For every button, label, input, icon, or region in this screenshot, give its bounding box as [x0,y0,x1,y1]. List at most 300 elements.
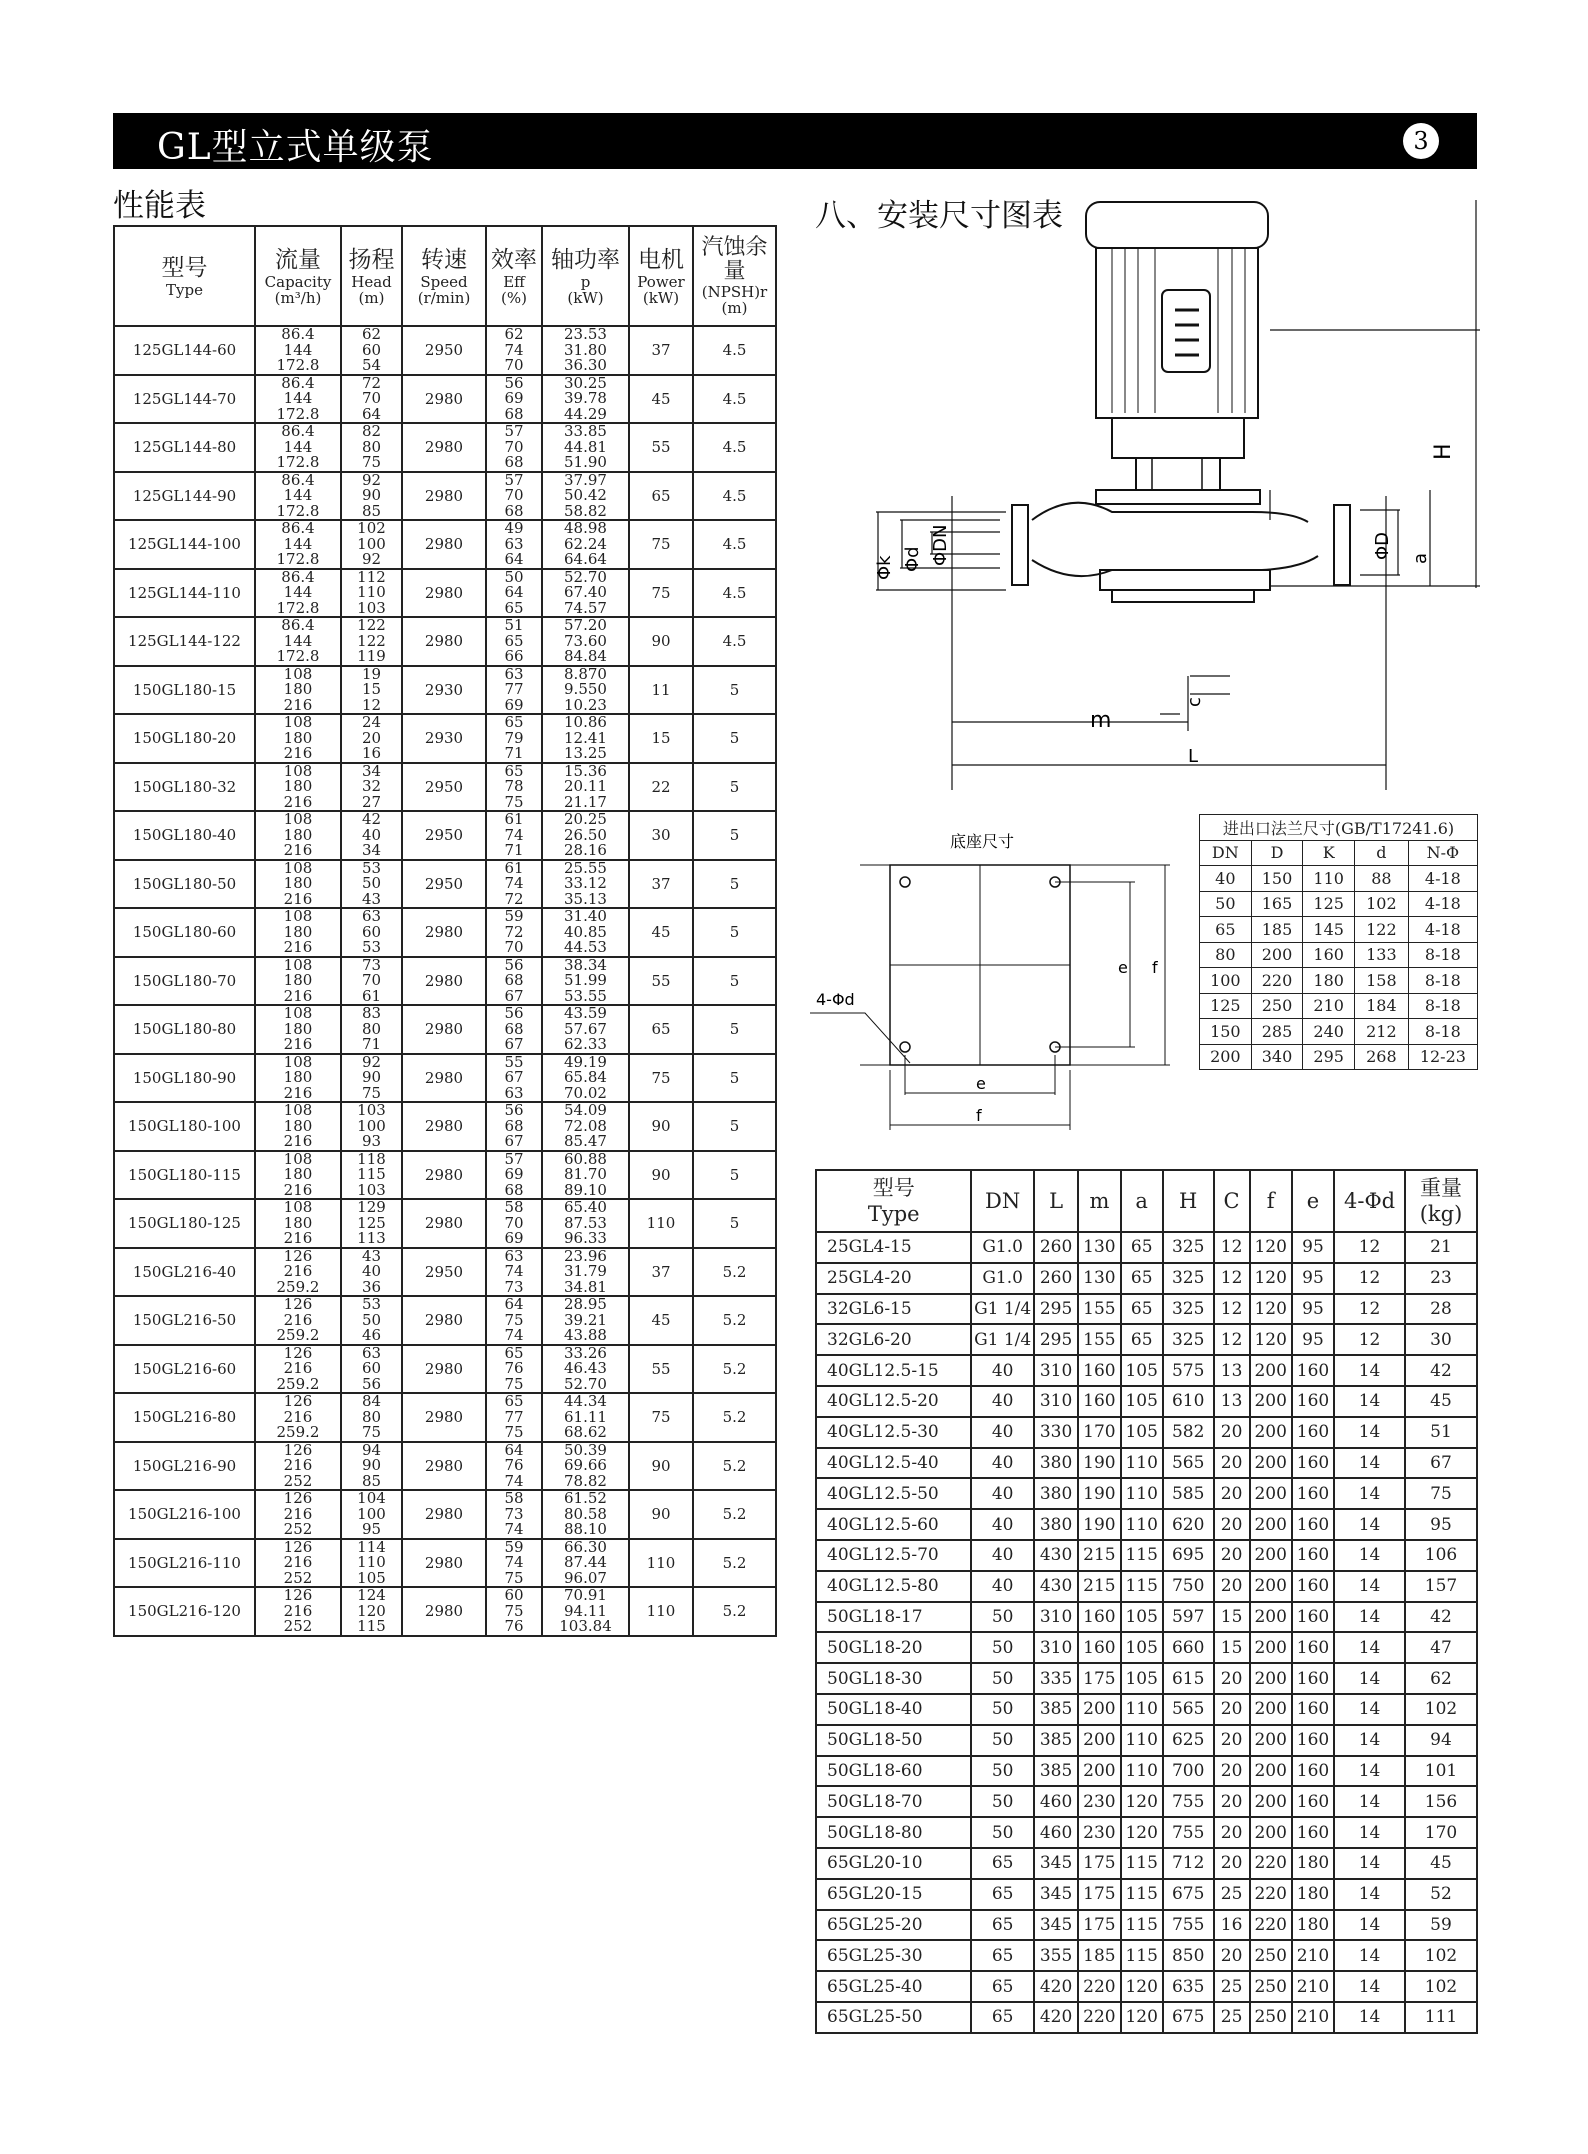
dims-cell: 105 [1121,1663,1163,1694]
dims-cell: 250 [1250,1940,1292,1971]
flange-header-cell: d [1355,840,1409,866]
dims-cell: 625 [1163,1725,1214,1756]
dims-cell: 14 [1334,1910,1405,1941]
dims-cell: 160 [1078,1386,1120,1417]
dim-label-H: H [1431,443,1456,460]
dims-cell: 13 [1214,1355,1250,1386]
perf-cell: 64 76 74 [486,1442,542,1491]
perf-row [114,520,776,569]
perf-cell: 64 75 74 [486,1296,542,1345]
flange-row [1200,1044,1478,1070]
dims-cell: 660 [1163,1632,1214,1663]
dims-cell: 220 [1250,1910,1292,1941]
dims-cell: 345 [1034,1879,1078,1910]
perf-cell: 150GL180-115 [114,1151,255,1200]
perf-cell: 65 [629,472,693,521]
flange-cell: 200 [1200,1044,1252,1070]
dims-cell: 50 [971,1786,1033,1817]
perf-cell: 65 77 75 [486,1393,542,1442]
inlet-flange [1012,505,1028,585]
perf-cell: 5 [693,1199,776,1248]
dims-cell: 95 [1292,1324,1334,1355]
dims-row [816,1602,1477,1633]
perf-cell: 2980 [402,617,486,666]
dims-header-cell: L [1034,1170,1078,1232]
perf-cell: 86.4 144 172.8 [255,326,341,375]
perf-cell: 58 70 69 [486,1199,542,1248]
perf-cell: 150GL180-70 [114,957,255,1006]
dims-cell: 20 [1214,1694,1250,1725]
flange-cell: 40 [1200,866,1252,892]
dims-cell: 200 [1250,1632,1292,1663]
flange-cell: 65 [1200,917,1252,943]
perf-cell: 2980 [402,1345,486,1394]
dims-cell: 25 [1214,1971,1250,2002]
flange-row [1200,866,1478,892]
perf-cell: 102 100 92 [341,520,402,569]
perf-cell: 112 110 103 [341,569,402,618]
dims-cell: 175 [1078,1663,1120,1694]
dims-row [816,1540,1477,1571]
dims-row [816,1263,1477,1294]
perf-cell: 15.36 20.11 21.17 [542,763,629,812]
dims-cell: 385 [1034,1694,1078,1725]
dims-cell: 65GL25-50 [816,2002,971,2033]
dimension-lines [876,200,1480,790]
dims-cell: 260 [1034,1263,1078,1294]
perf-row [114,1054,776,1103]
dims-cell: 20 [1214,1940,1250,1971]
dims-cell: 120 [1250,1263,1292,1294]
perf-cell: 4.5 [693,375,776,424]
perf-header-motor-power: 电机 Power (kW) [629,226,693,326]
dims-cell: 200 [1250,1448,1292,1479]
dims-cell: 200 [1078,1756,1120,1787]
motor-flange [1112,418,1244,458]
flange-cell: 145 [1303,917,1355,943]
base-label-f-horizontal: f [976,1106,982,1125]
perf-cell: 53 50 46 [341,1296,402,1345]
dims-cell: 40GL12.5-20 [816,1386,971,1417]
perf-cell: 126 216 252 [255,1539,341,1588]
dims-cell: 14 [1334,1848,1405,1879]
dims-cell: 95 [1292,1232,1334,1263]
perf-cell: 104 100 95 [341,1490,402,1539]
flange-cell: 160 [1303,942,1355,968]
dims-cell: 101 [1405,1756,1477,1787]
dims-cell: 380 [1034,1478,1078,1509]
pump-foot [1100,570,1270,590]
dims-cell: 65 [1121,1263,1163,1294]
perf-cell: 2950 [402,811,486,860]
flange-header-cell: DN [1200,840,1252,866]
dims-cell: 115 [1121,1540,1163,1571]
dims-cell: 14 [1334,1571,1405,1602]
dims-header-cell: f [1250,1170,1292,1232]
dims-cell: 14 [1334,1817,1405,1848]
perf-cell: 43.59 57.67 62.33 [542,1005,629,1054]
dim-label-c: c [1184,697,1205,707]
perf-cell: 38.34 51.99 53.55 [542,957,629,1006]
dims-row [816,1910,1477,1941]
dims-row [816,1725,1477,1756]
perf-cell: 150GL180-15 [114,666,255,715]
dims-cell: 15 [1214,1632,1250,1663]
dims-cell: 130 [1078,1232,1120,1263]
perf-cell: 55 [629,957,693,1006]
dims-cell: 155 [1078,1294,1120,1325]
dims-cell: 40 [971,1386,1033,1417]
dims-cell: 325 [1163,1232,1214,1263]
dims-row [816,1324,1477,1355]
perf-cell: 2950 [402,763,486,812]
perf-row [114,1490,776,1539]
dims-cell: 565 [1163,1448,1214,1479]
dims-cell: 106 [1405,1540,1477,1571]
perf-cell: 62 60 54 [341,326,402,375]
dims-cell: 14 [1334,1355,1405,1386]
dims-cell: 190 [1078,1478,1120,1509]
perf-cell: 2980 [402,423,486,472]
dims-cell: 40GL12.5-40 [816,1448,971,1479]
dims-cell: 110 [1121,1448,1163,1479]
dims-cell: 160 [1292,1417,1334,1448]
flange-cell: 8-18 [1408,1019,1477,1045]
dims-cell: 210 [1292,1971,1334,2002]
dims-cell: 20 [1214,1786,1250,1817]
flange-cell: 180 [1303,968,1355,994]
perf-cell: 37 [629,1248,693,1297]
perf-cell: 82 80 75 [341,423,402,472]
perf-header-speed: 转速 Speed (r/min) [402,226,486,326]
perf-cell: 108 180 216 [255,1199,341,1248]
dims-cell: 32GL6-20 [816,1324,971,1355]
dims-cell: 14 [1334,1386,1405,1417]
dims-cell: 755 [1163,1817,1214,1848]
perf-cell: 56 69 68 [486,375,542,424]
dims-row [816,1694,1477,1725]
perf-cell: 108 180 216 [255,908,341,957]
base-plate [1112,590,1254,602]
dims-cell: 50 [971,1817,1033,1848]
dims-cell: 105 [1121,1602,1163,1633]
flange-cell: 150 [1200,1019,1252,1045]
dims-cell: 20 [1214,1725,1250,1756]
dims-cell: 610 [1163,1386,1214,1417]
perf-cell: 57.20 73.60 84.84 [542,617,629,666]
dims-header-cell: a [1121,1170,1163,1232]
perf-cell: 108 180 216 [255,714,341,763]
dims-cell: 310 [1034,1602,1078,1633]
dims-cell: 160 [1292,1571,1334,1602]
perf-cell: 150GL180-125 [114,1199,255,1248]
dims-cell: 45 [1405,1848,1477,1879]
dims-row [816,1756,1477,1787]
dims-cell: 65 [971,2002,1033,2033]
flange-cell: 295 [1303,1044,1355,1070]
perf-cell: 2930 [402,666,486,715]
perf-cell: 5 [693,908,776,957]
perf-cell: 57 70 68 [486,423,542,472]
dims-cell: 40 [971,1571,1033,1602]
dims-cell: 65 [971,1910,1033,1941]
perf-cell: 70.91 94.11 103.84 [542,1587,629,1636]
dims-cell: 160 [1292,1694,1334,1725]
dims-cell: 120 [1250,1232,1292,1263]
perf-cell: 65 78 75 [486,763,542,812]
perf-cell: 4.5 [693,472,776,521]
perf-cell: 114 110 105 [341,1539,402,1588]
perf-cell: 2980 [402,1296,486,1345]
dims-cell: 40GL12.5-15 [816,1355,971,1386]
dims-cell: 115 [1121,1910,1163,1941]
perf-row [114,860,776,909]
dims-cell: 210 [1292,1940,1334,1971]
perf-row [114,1587,776,1636]
flange-row [1200,917,1478,943]
dims-cell: 310 [1034,1386,1078,1417]
dims-cell: 14 [1334,1509,1405,1540]
perf-cell: 126 216 259.2 [255,1296,341,1345]
dims-cell: 160 [1292,1817,1334,1848]
dims-cell: 14 [1334,1725,1405,1756]
dims-cell: 12 [1334,1232,1405,1263]
perf-cell: 110 [629,1539,693,1588]
dims-cell: 50GL18-70 [816,1786,971,1817]
motor-cap [1086,202,1268,248]
perf-row [114,957,776,1006]
perf-cell: 59 74 75 [486,1539,542,1588]
flange-cell: 4-18 [1408,891,1477,917]
perf-cell: 72 70 64 [341,375,402,424]
dims-cell: 385 [1034,1725,1078,1756]
dims-cell: 156 [1405,1786,1477,1817]
dims-cell: 94 [1405,1725,1477,1756]
perf-cell: 108 180 216 [255,763,341,812]
dims-cell: 460 [1034,1817,1078,1848]
dims-cell: 20 [1214,1448,1250,1479]
flange-cell: 110 [1303,866,1355,892]
flange-cell: 220 [1251,968,1303,994]
perf-cell: 5 [693,1005,776,1054]
perf-cell: 44.34 61.11 68.62 [542,1393,629,1442]
dims-cell: 160 [1292,1448,1334,1479]
perf-cell: 94 90 85 [341,1442,402,1491]
perf-cell: 23.53 31.80 36.30 [542,326,629,375]
dims-cell: 185 [1078,1940,1120,1971]
dims-cell: 250 [1250,1971,1292,2002]
dims-cell: 160 [1078,1602,1120,1633]
perf-cell: 55 [629,1345,693,1394]
flange-cell: 125 [1303,891,1355,917]
perf-cell: 22 [629,763,693,812]
dims-row [816,1879,1477,1910]
dim-label-m: m [1090,708,1112,733]
perf-cell: 126 216 252 [255,1490,341,1539]
dims-cell: 40GL12.5-30 [816,1417,971,1448]
perf-cell: 55 67 63 [486,1054,542,1103]
perf-cell: 8.870 9.550 10.23 [542,666,629,715]
perf-cell: 45 [629,375,693,424]
perf-cell: 5 [693,666,776,715]
dims-cell: 200 [1250,1355,1292,1386]
perf-cell: 2980 [402,1442,486,1491]
perf-cell: 49 63 64 [486,520,542,569]
dim-label-phi-d: Φd [902,546,923,572]
dims-cell: 40 [971,1355,1033,1386]
perf-cell: 15 [629,714,693,763]
dims-row [816,1971,1477,2002]
flange-cell: 8-18 [1408,968,1477,994]
perf-cell: 2950 [402,860,486,909]
perf-cell: 108 180 216 [255,666,341,715]
perf-cell: 4.5 [693,326,776,375]
perf-cell: 50 64 65 [486,569,542,618]
perf-cell: 90 [629,1490,693,1539]
perf-cell: 2980 [402,1539,486,1588]
flange-cell: 88 [1355,866,1409,892]
dims-cell: 14 [1334,1448,1405,1479]
flange-cell: 4-18 [1408,917,1477,943]
perf-cell: 60 75 76 [486,1587,542,1636]
perf-cell: 4.5 [693,423,776,472]
dims-cell: 105 [1121,1417,1163,1448]
base-label-f-vertical: f [1152,958,1158,977]
dims-cell: 160 [1292,1756,1334,1787]
flange-cell: 100 [1200,968,1252,994]
flange-row [1200,1019,1478,1045]
dims-cell: 180 [1292,1910,1334,1941]
dims-cell: 155 [1078,1324,1120,1355]
dims-cell: 200 [1078,1725,1120,1756]
dims-cell: 12 [1214,1294,1250,1325]
perf-cell: 2930 [402,714,486,763]
dims-row [816,1294,1477,1325]
dims-cell: 20 [1214,1478,1250,1509]
perf-cell: 118 115 103 [341,1151,402,1200]
perf-cell: 61.52 80.58 88.10 [542,1490,629,1539]
pump-cover [1096,490,1260,504]
perf-cell: 65 [629,1005,693,1054]
perf-cell: 92 90 75 [341,1054,402,1103]
base-drawing-title: 底座尺寸 [950,832,1015,851]
dims-cell: 160 [1078,1632,1120,1663]
performance-table-title: 性能表 [113,188,206,224]
perf-cell: 108 180 216 [255,1054,341,1103]
perf-cell: 75 [629,569,693,618]
perf-cell: 103 100 93 [341,1102,402,1151]
dims-cell: 200 [1078,1694,1120,1725]
dims-cell: 635 [1163,1971,1214,2002]
dims-cell: 40 [971,1448,1033,1479]
perf-cell: 2980 [402,1393,486,1442]
dims-cell: 110 [1121,1694,1163,1725]
perf-cell: 49.19 65.84 70.02 [542,1054,629,1103]
perf-cell: 150GL180-60 [114,908,255,957]
flange-row [1200,993,1478,1019]
dims-cell: 14 [1334,1478,1405,1509]
dims-cell: 160 [1292,1786,1334,1817]
flange-cell: 165 [1251,891,1303,917]
dim-label-phi-D: ΦD [1372,531,1393,560]
dims-row [816,1786,1477,1817]
dims-cell: 65GL25-20 [816,1910,971,1941]
dims-cell: 50 [971,1756,1033,1787]
dims-cell: 105 [1121,1632,1163,1663]
dims-cell: 230 [1078,1786,1120,1817]
perf-cell: 150GL216-40 [114,1248,255,1297]
dims-cell: 215 [1078,1540,1120,1571]
perf-row [114,1248,776,1297]
perf-cell: 2980 [402,1005,486,1054]
dims-cell: 14 [1334,1786,1405,1817]
dims-cell: 160 [1078,1355,1120,1386]
dims-cell: 105 [1121,1386,1163,1417]
perf-cell: 150GL216-90 [114,1442,255,1491]
perf-cell: 108 180 216 [255,1102,341,1151]
dims-cell: 430 [1034,1540,1078,1571]
flange-cell: 200 [1251,942,1303,968]
install-dimension-table [815,1169,1478,2034]
perf-cell: 90 [629,1151,693,1200]
perf-cell: 63 60 53 [341,908,402,957]
dims-cell: 30 [1405,1324,1477,1355]
flange-cell: 250 [1251,993,1303,1019]
perf-cell: 31.40 40.85 44.53 [542,908,629,957]
perf-cell: 2980 [402,1054,486,1103]
perf-cell: 150GL180-40 [114,811,255,860]
dims-cell: 310 [1034,1355,1078,1386]
dims-cell: 597 [1163,1602,1214,1633]
perf-row [114,1296,776,1345]
dims-cell: 14 [1334,2002,1405,2033]
perf-cell: 42 40 34 [341,811,402,860]
dims-cell: 345 [1034,1910,1078,1941]
flange-header-cell: K [1303,840,1355,866]
base-label-e: e [1118,958,1128,977]
dims-cell: 40GL12.5-50 [816,1478,971,1509]
dims-cell: 75 [1405,1478,1477,1509]
flange-cell: 150 [1251,866,1303,892]
dims-cell: 102 [1405,1694,1477,1725]
dims-cell: 355 [1034,1940,1078,1971]
dims-cell: 12 [1214,1263,1250,1294]
dims-header-cell: DN [971,1170,1033,1232]
dims-cell: 180 [1292,1879,1334,1910]
perf-cell: 34 32 27 [341,763,402,812]
dims-cell: 28 [1405,1294,1477,1325]
dims-cell: 102 [1405,1940,1477,1971]
dims-cell: 105 [1121,1355,1163,1386]
pump-installation-drawing [800,190,1500,790]
perf-cell: 86.4 144 172.8 [255,520,341,569]
perf-header-eff: 效率 Eff (%) [486,226,542,326]
flange-cell: 212 [1355,1019,1409,1045]
perf-cell: 126 216 259.2 [255,1345,341,1394]
dims-cell: 700 [1163,1756,1214,1787]
perf-cell: 126 216 259.2 [255,1393,341,1442]
base-label-e-horizontal: e [976,1074,986,1093]
perf-cell: 5 [693,1102,776,1151]
perf-cell: 150GL216-120 [114,1587,255,1636]
base-plate-drawing [800,825,1185,1145]
dims-cell: 50GL18-80 [816,1817,971,1848]
perf-cell: 90 [629,1442,693,1491]
dims-cell: 210 [1292,2002,1334,2033]
dims-cell: 620 [1163,1509,1214,1540]
flange-cell: 340 [1251,1044,1303,1070]
dims-cell: 20 [1214,1571,1250,1602]
